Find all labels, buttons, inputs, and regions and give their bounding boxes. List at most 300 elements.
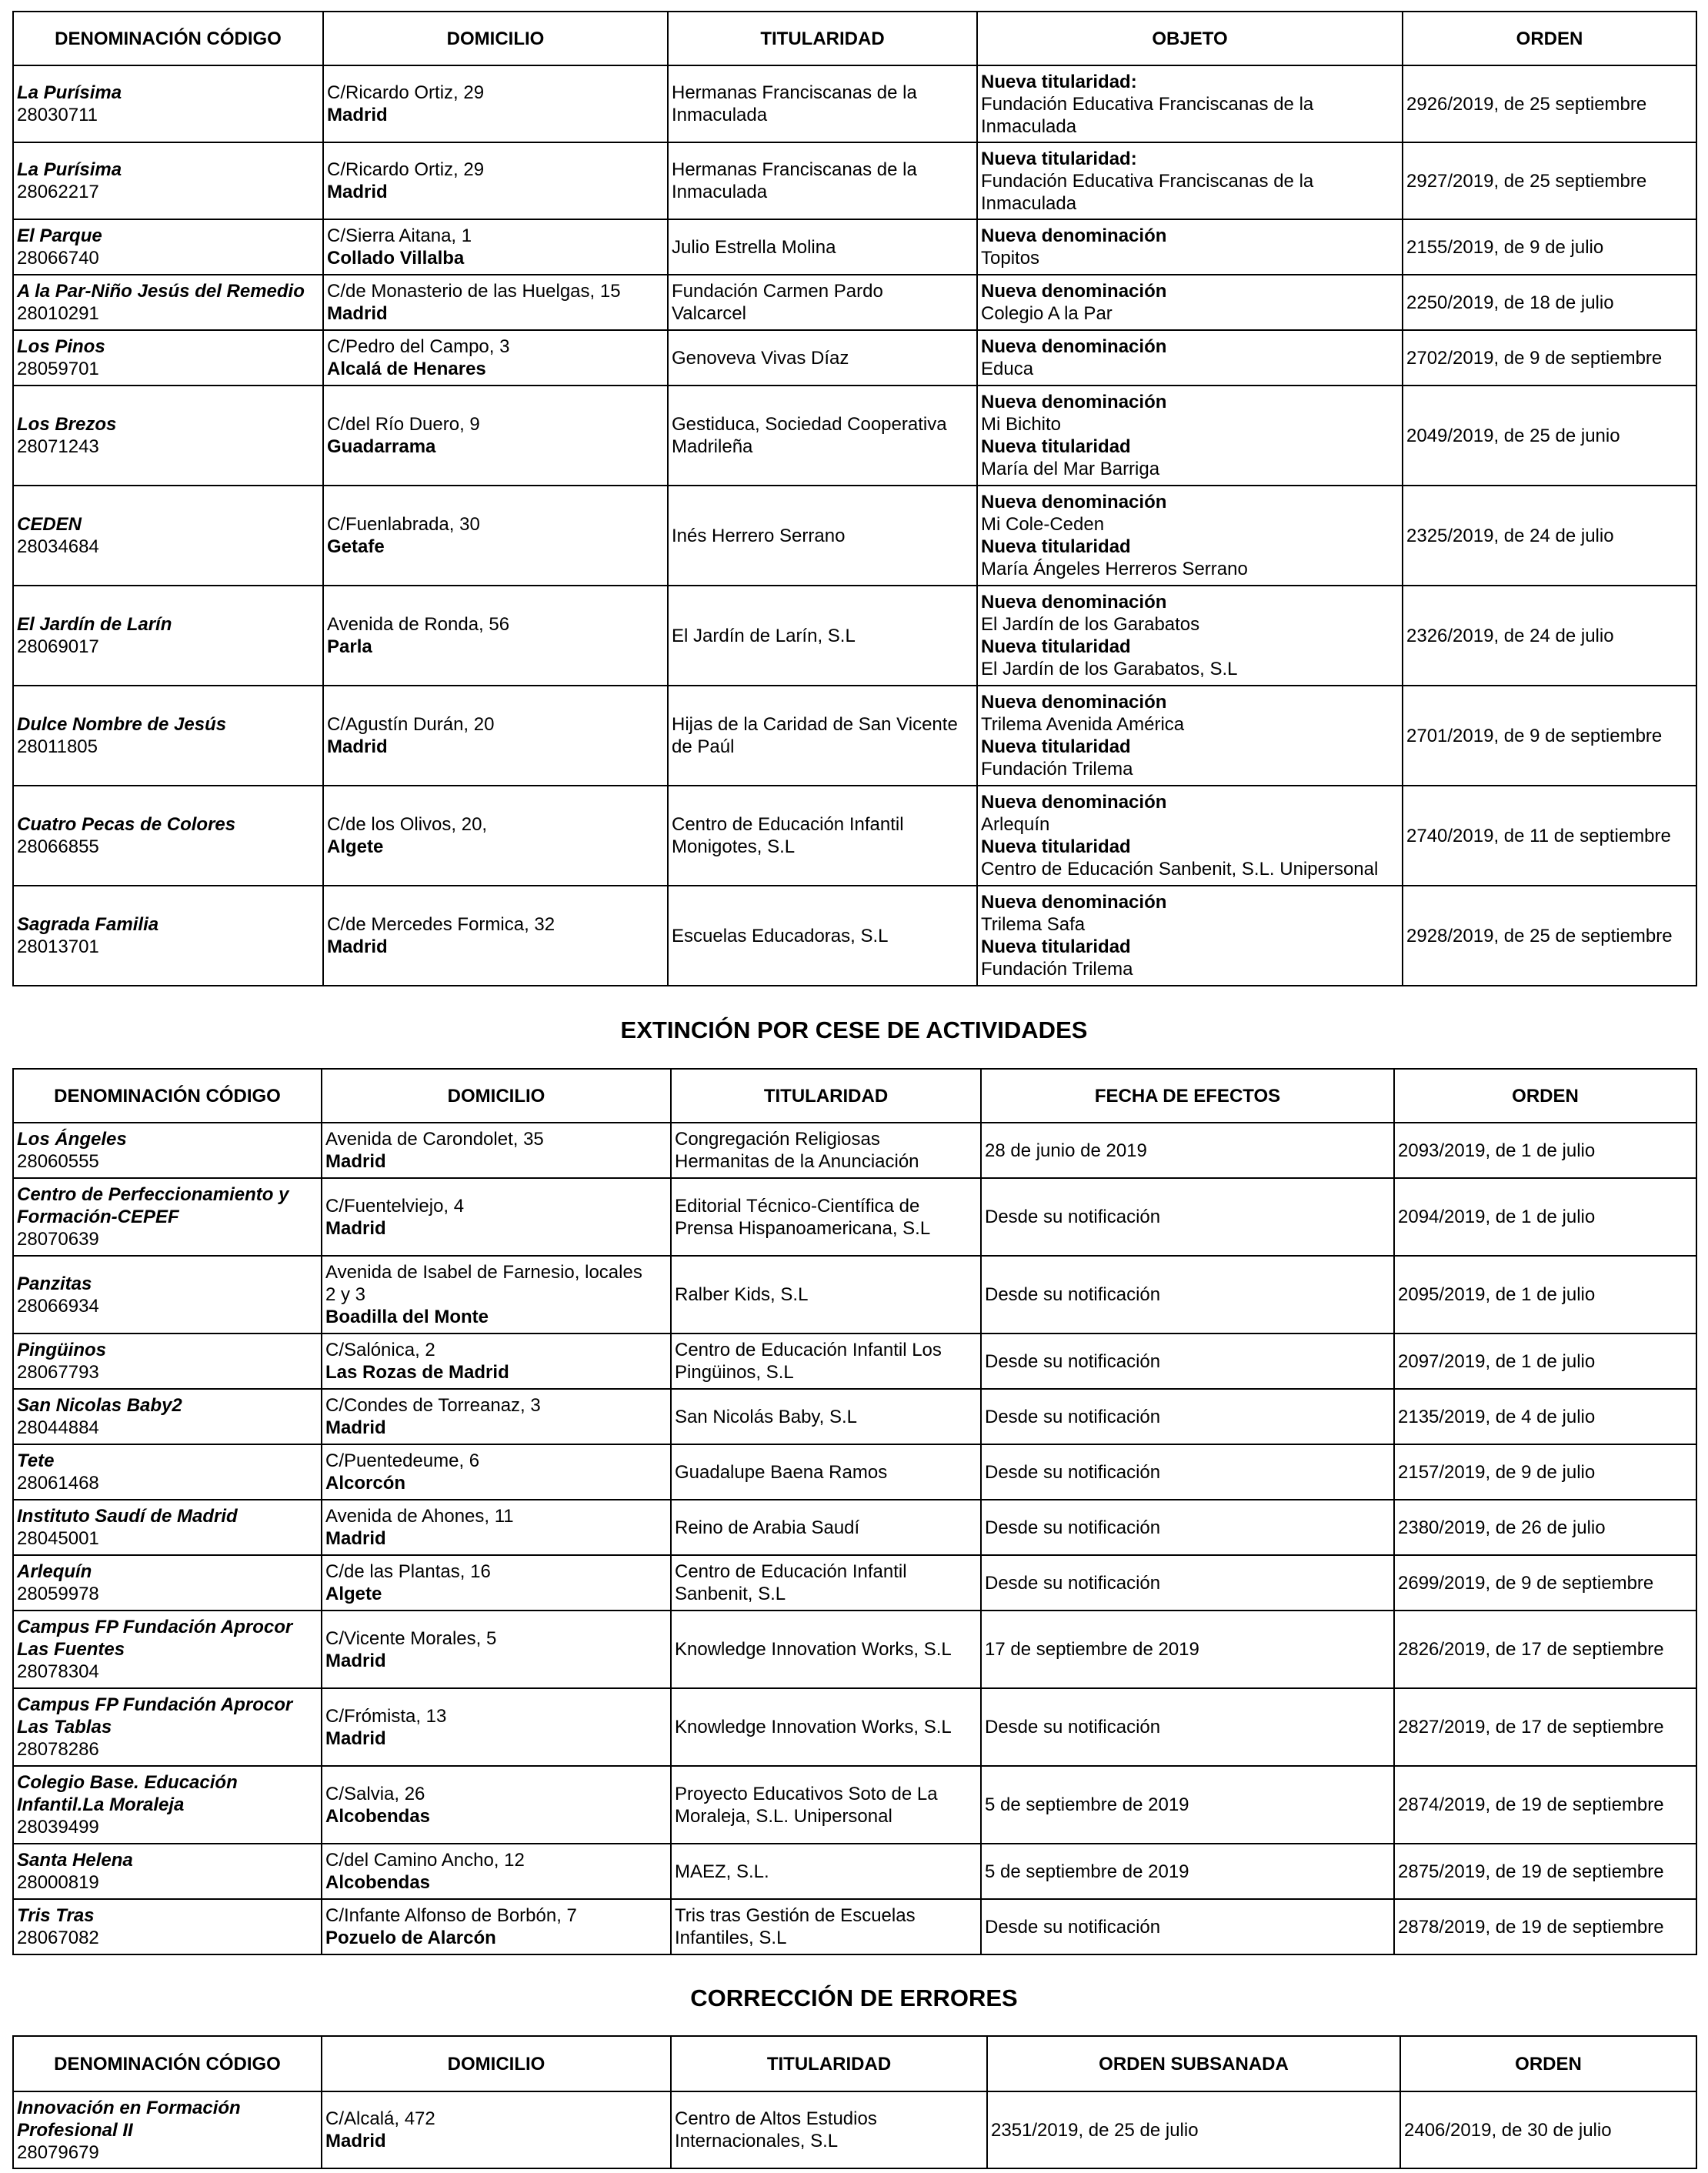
owner-line: Moraleja, S.L. Unipersonal xyxy=(675,1805,892,1827)
object-cell xyxy=(977,386,1403,486)
object-line: María del Mar Barriga xyxy=(981,459,1160,479)
table-row xyxy=(13,1123,1696,1178)
address-cell xyxy=(323,275,668,330)
owner-cell xyxy=(671,1500,981,1555)
owner-cell xyxy=(671,1766,981,1844)
center-code: 28067793 xyxy=(17,1362,99,1383)
owner-line: Guadalupe Baena Ramos xyxy=(675,1461,888,1483)
owner-line: Julio Estrella Molina xyxy=(672,236,836,258)
name-code-cell xyxy=(13,1611,322,1688)
city: Madrid xyxy=(327,303,388,324)
name-code-cell xyxy=(13,586,323,686)
name-code-cell xyxy=(13,1688,322,1766)
owner-cell xyxy=(671,1256,981,1334)
street: C/de Mercedes Formica, 32 xyxy=(327,914,555,935)
owner-line: Proyecto Educativos Soto de La xyxy=(675,1783,938,1804)
object-line: Nueva denominación xyxy=(981,792,1167,813)
object-line: Fundación Educativa Franciscanas de la xyxy=(981,170,1314,192)
order-cell: 2250/2019, de 18 de julio xyxy=(1403,275,1696,330)
owner-line: El Jardín de Larín, S.L xyxy=(672,625,856,646)
city: Alcalá de Henares xyxy=(327,359,486,379)
owner-line: Reino de Arabia Saudí xyxy=(675,1517,860,1538)
effective-date-cell: Desde su notificación xyxy=(981,1688,1394,1766)
center-name: Arlequín xyxy=(17,1561,92,1582)
object-line: Nueva titularidad xyxy=(981,836,1131,857)
name-code-cell xyxy=(13,1500,322,1555)
object-line: Nueva denominación xyxy=(981,692,1167,713)
address-cell xyxy=(322,1766,671,1844)
owner-cell xyxy=(668,886,977,986)
owner-cell xyxy=(671,1444,981,1500)
order-cell: 2874/2019, de 19 de septiembre xyxy=(1394,1766,1696,1844)
table-row xyxy=(13,1178,1696,1256)
street: Avenida de Isabel de Farnesio, locales xyxy=(325,1262,642,1283)
center-name: Cuatro Pecas de Colores xyxy=(17,814,236,835)
name-code-cell xyxy=(13,886,323,986)
object-line: Mi Bichito xyxy=(981,414,1062,435)
center-code: 28059978 xyxy=(17,1584,99,1604)
center-code: 28071243 xyxy=(17,436,99,457)
owner-cell xyxy=(671,1611,981,1688)
city: Madrid xyxy=(325,1151,386,1172)
owner-line: Internacionales, S.L xyxy=(675,2131,839,2151)
center-name: Las Tablas xyxy=(17,1717,112,1737)
owner-cell xyxy=(671,1899,981,1954)
effective-date-cell: Desde su notificación xyxy=(981,1899,1394,1954)
center-code: 28030711 xyxy=(17,105,98,125)
name-code-cell xyxy=(13,330,323,386)
center-name: Tete xyxy=(17,1450,55,1471)
order-cell: 2097/2019, de 1 de julio xyxy=(1394,1334,1696,1389)
object-line: Nueva titularidad: xyxy=(981,148,1137,169)
order-cell: 2093/2019, de 1 de julio xyxy=(1394,1123,1696,1178)
table-row xyxy=(13,1500,1696,1555)
table-header-row xyxy=(13,1069,1696,1123)
table-header-row xyxy=(13,12,1696,65)
object-line: Fundación Trilema xyxy=(981,759,1133,779)
center-name: La Purísima xyxy=(17,82,122,103)
object-line: Mi Cole-Ceden xyxy=(981,514,1105,535)
order-cell: 2826/2019, de 17 de septiembre xyxy=(1394,1611,1696,1688)
street: C/Fuentelviejo, 4 xyxy=(325,1195,465,1217)
header-cell: DOMICILIO xyxy=(322,2036,671,2091)
center-code: 28013701 xyxy=(17,936,99,957)
city: Madrid xyxy=(325,1217,386,1239)
name-code-cell xyxy=(13,1444,322,1500)
table-row xyxy=(13,65,1696,142)
city: Algete xyxy=(327,836,384,857)
order-cell: 2380/2019, de 26 de julio xyxy=(1394,1500,1696,1555)
owner-line: Inmaculada xyxy=(672,105,768,125)
object-line: Inmaculada xyxy=(981,115,1077,137)
table-row xyxy=(13,1256,1696,1334)
address-cell xyxy=(323,686,668,786)
table-row xyxy=(13,1688,1696,1766)
table-row xyxy=(13,386,1696,486)
header-cell: ORDEN xyxy=(1394,1069,1696,1123)
owner-line: Fundación Carmen Pardo xyxy=(672,281,883,302)
order-cell: 2325/2019, de 24 de julio xyxy=(1403,486,1696,586)
city: Las Rozas de Madrid xyxy=(325,1362,509,1383)
owner-line: Hijas de la Caridad de San Vicente xyxy=(672,714,958,735)
object-line: Centro de Educación Sanbenit, S.L. Unipersonal xyxy=(981,859,1379,880)
city: Madrid xyxy=(327,182,388,202)
street: C/Sierra Aitana, 1 xyxy=(327,225,472,246)
street: C/Vicente Morales, 5 xyxy=(325,1627,497,1649)
order-cell: 2927/2019, de 25 septiembre xyxy=(1403,142,1696,219)
owner-line: Knowledge Innovation Works, S.L xyxy=(675,1639,952,1660)
header-cell: DOMICILIO xyxy=(322,1069,671,1123)
table-row xyxy=(13,1555,1696,1611)
owner-cell xyxy=(671,2091,987,2168)
name-code-cell xyxy=(13,1389,322,1444)
center-name: Campus FP Fundación Aprocor xyxy=(17,1694,293,1715)
name-code-cell xyxy=(13,1766,322,1844)
city: Getafe xyxy=(327,536,385,557)
effective-date-cell: Desde su notificación xyxy=(981,1178,1394,1256)
center-code: 28011805 xyxy=(17,736,98,757)
owner-cell xyxy=(671,1334,981,1389)
city: Madrid xyxy=(327,936,388,957)
center-code: 28066740 xyxy=(17,248,99,269)
owner-line: Knowledge Innovation Works, S.L xyxy=(675,1717,952,1737)
owner-line: Hermanas Franciscanas de la xyxy=(672,159,917,180)
object-line: Colegio A la Par xyxy=(981,303,1113,324)
center-code: 28010291 xyxy=(17,303,99,324)
object-cell xyxy=(977,330,1403,386)
city: Boadilla del Monte xyxy=(325,1307,489,1327)
street: C/Ricardo Ortiz, 29 xyxy=(327,82,485,103)
table-header-row xyxy=(13,2036,1696,2091)
street: C/Ricardo Ortiz, 29 xyxy=(327,159,485,180)
order-cell: 2875/2019, de 19 de septiembre xyxy=(1394,1844,1696,1899)
street: 2 y 3 xyxy=(325,1284,366,1305)
table-row xyxy=(13,219,1696,275)
order-cell: 2406/2019, de 30 de julio xyxy=(1400,2091,1696,2168)
corrected-order-cell: 2351/2019, de 25 de julio xyxy=(987,2091,1400,2168)
city: Madrid xyxy=(325,2131,386,2151)
owner-line: Ralber Kids, S.L xyxy=(675,1284,809,1305)
address-cell xyxy=(322,1844,671,1899)
address-cell xyxy=(323,786,668,886)
center-name: A la Par-Niño Jesús del Remedio xyxy=(17,281,305,302)
address-cell xyxy=(323,65,668,142)
street: Avenida de Ronda, 56 xyxy=(327,614,510,635)
name-code-cell xyxy=(13,1256,322,1334)
object-line: Nueva denominación xyxy=(981,225,1167,246)
center-name: Infantil.La Moraleja xyxy=(17,1794,185,1815)
order-cell: 2827/2019, de 17 de septiembre xyxy=(1394,1688,1696,1766)
object-line: Fundación Trilema xyxy=(981,959,1133,980)
extinction-section-title: EXTINCIÓN POR CESE DE ACTIVIDADES xyxy=(620,1016,1088,1043)
owner-line: Monigotes, S.L xyxy=(672,836,796,857)
table-row xyxy=(13,686,1696,786)
owner-cell xyxy=(668,686,977,786)
order-cell: 2701/2019, de 9 de septiembre xyxy=(1403,686,1696,786)
city: Collado Villalba xyxy=(327,248,465,269)
owner-line: San Nicolás Baby, S.L xyxy=(675,1406,858,1427)
address-cell xyxy=(322,2091,671,2168)
owner-line: Hermanitas de la Anunciación xyxy=(675,1151,919,1172)
city: Parla xyxy=(327,636,372,657)
owner-line: Centro de Educación Infantil Los xyxy=(675,1340,942,1360)
order-cell: 2326/2019, de 24 de julio xyxy=(1403,586,1696,686)
table-row xyxy=(13,330,1696,386)
center-name: Colegio Base. Educación xyxy=(17,1772,238,1793)
street: C/del Río Duero, 9 xyxy=(327,414,480,435)
table-row xyxy=(13,586,1696,686)
owner-cell xyxy=(671,1123,981,1178)
center-code: 28044884 xyxy=(17,1417,99,1438)
order-cell: 2928/2019, de 25 de septiembre xyxy=(1403,886,1696,986)
corrections-section-title: CORRECCIÓN DE ERRORES xyxy=(690,1984,1018,2011)
street: C/Salvia, 26 xyxy=(325,1783,425,1804)
order-cell: 2095/2019, de 1 de julio xyxy=(1394,1256,1696,1334)
extinction-table xyxy=(12,1068,1697,1955)
address-cell xyxy=(323,142,668,219)
center-name: La Purísima xyxy=(17,159,122,180)
owner-line: Prensa Hispanoamericana, S.L xyxy=(675,1217,931,1239)
object-line: Nueva titularidad xyxy=(981,936,1131,957)
owner-line: Tris tras Gestión de Escuelas xyxy=(675,1905,916,1926)
street: C/Agustín Durán, 20 xyxy=(327,714,495,735)
street: C/del Camino Ancho, 12 xyxy=(325,1850,525,1871)
name-code-cell xyxy=(13,1555,322,1611)
address-cell xyxy=(322,1611,671,1688)
city: Pozuelo de Alarcón xyxy=(325,1928,496,1948)
city: Alcobendas xyxy=(325,1872,431,1893)
name-code-cell xyxy=(13,65,323,142)
owner-line: de Paúl xyxy=(672,736,735,757)
object-line: Nueva denominación xyxy=(981,336,1167,357)
object-line: Nueva denominación xyxy=(981,492,1167,512)
address-cell xyxy=(323,219,668,275)
table-row xyxy=(13,886,1696,986)
header-cell: TITULARIDAD xyxy=(671,2036,987,2091)
object-cell xyxy=(977,275,1403,330)
effective-date-cell: 5 de septiembre de 2019 xyxy=(981,1766,1394,1844)
center-name: Centro de Perfeccionamiento y xyxy=(17,1184,289,1205)
order-cell: 2702/2019, de 9 de septiembre xyxy=(1403,330,1696,386)
owner-line: Inmaculada xyxy=(672,182,768,202)
owner-line: Infantiles, S.L xyxy=(675,1928,787,1948)
address-cell xyxy=(322,1899,671,1954)
object-line: El Jardín de los Garabatos xyxy=(981,614,1200,635)
header-cell: DENOMINACIÓN CÓDIGO xyxy=(13,1069,322,1123)
header-cell: TITULARIDAD xyxy=(671,1069,981,1123)
order-cell: 2699/2019, de 9 de septiembre xyxy=(1394,1555,1696,1611)
owner-cell xyxy=(668,586,977,686)
center-name: Dulce Nombre de Jesús xyxy=(17,714,227,735)
center-code: 28069017 xyxy=(17,636,99,657)
header-cell: DENOMINACIÓN CÓDIGO xyxy=(13,12,323,65)
name-code-cell xyxy=(13,386,323,486)
owner-line: Editorial Técnico-Científica de xyxy=(675,1195,920,1217)
center-code: 28061468 xyxy=(17,1473,99,1494)
object-line: Nueva titularidad xyxy=(981,436,1131,457)
owner-cell xyxy=(671,1178,981,1256)
center-code: 28079679 xyxy=(17,2141,99,2163)
object-line: Inmaculada xyxy=(981,192,1077,214)
owner-line: Valcarcel xyxy=(672,303,746,324)
street: C/Pedro del Campo, 3 xyxy=(327,336,510,357)
owner-line: Inés Herrero Serrano xyxy=(672,525,846,546)
owner-line: Madrileña xyxy=(672,436,753,457)
owner-line: Congregación Religiosas xyxy=(675,1129,880,1150)
object-line: Nueva titularidad xyxy=(981,536,1131,557)
object-line: Arlequín xyxy=(981,814,1050,835)
object-line: Nueva titularidad xyxy=(981,636,1131,657)
owner-cell xyxy=(668,330,977,386)
order-cell: 2740/2019, de 11 de septiembre xyxy=(1403,786,1696,886)
center-code: 28078286 xyxy=(17,1739,99,1760)
order-cell: 2155/2019, de 9 de julio xyxy=(1403,219,1696,275)
address-cell xyxy=(322,1555,671,1611)
center-name: Tris Tras xyxy=(17,1905,95,1926)
city: Madrid xyxy=(327,105,388,125)
center-name: Campus FP Fundación Aprocor xyxy=(17,1617,293,1637)
object-line: Nueva titularidad xyxy=(981,736,1131,757)
owner-cell xyxy=(668,65,977,142)
owner-cell xyxy=(668,219,977,275)
object-line: María Ángeles Herreros Serrano xyxy=(981,559,1248,579)
center-name: Instituto Saudí de Madrid xyxy=(17,1506,238,1527)
owner-line: Hermanas Franciscanas de la xyxy=(672,82,917,103)
order-cell: 2926/2019, de 25 septiembre xyxy=(1403,65,1696,142)
owner-line: Centro de Educación Infantil xyxy=(672,814,904,835)
owner-cell xyxy=(671,1555,981,1611)
effective-date-cell: Desde su notificación xyxy=(981,1500,1394,1555)
object-cell xyxy=(977,586,1403,686)
owner-cell xyxy=(668,386,977,486)
corrections-table xyxy=(12,2035,1697,2169)
name-code-cell xyxy=(13,1178,322,1256)
name-code-cell xyxy=(13,486,323,586)
address-cell xyxy=(323,330,668,386)
owner-line: Pingüinos, S.L xyxy=(675,1362,794,1383)
object-line: Fundación Educativa Franciscanas de la xyxy=(981,93,1314,115)
owner-cell xyxy=(668,275,977,330)
table-row xyxy=(13,1766,1696,1844)
object-line: Trilema Safa xyxy=(981,914,1086,935)
address-cell xyxy=(322,1389,671,1444)
street: C/de Monasterio de las Huelgas, 15 xyxy=(327,281,621,302)
order-cell: 2157/2019, de 9 de julio xyxy=(1394,1444,1696,1500)
table-row xyxy=(13,2091,1696,2168)
effective-date-cell: 28 de junio de 2019 xyxy=(981,1123,1394,1178)
center-code: 28039499 xyxy=(17,1817,99,1838)
address-cell xyxy=(322,1256,671,1334)
center-name: El Jardín de Larín xyxy=(17,614,172,635)
owner-cell xyxy=(671,1688,981,1766)
effective-date-cell: Desde su notificación xyxy=(981,1555,1394,1611)
center-name: Profesional II xyxy=(17,2119,133,2141)
effective-date-cell: Desde su notificación xyxy=(981,1334,1394,1389)
object-cell xyxy=(977,486,1403,586)
table-row xyxy=(13,1389,1696,1444)
address-cell xyxy=(322,1334,671,1389)
owner-line: Genoveva Vivas Díaz xyxy=(672,347,849,369)
object-cell xyxy=(977,686,1403,786)
object-cell xyxy=(977,786,1403,886)
object-line: Trilema Avenida América xyxy=(981,714,1185,735)
name-code-cell xyxy=(13,2091,322,2168)
modifications-table xyxy=(12,11,1697,986)
table-row xyxy=(13,1334,1696,1389)
name-code-cell xyxy=(13,219,323,275)
street: C/Condes de Torreanaz, 3 xyxy=(325,1395,541,1416)
object-line: Topitos xyxy=(981,248,1040,269)
header-cell: DOMICILIO xyxy=(323,12,668,65)
object-line: Nueva denominación xyxy=(981,592,1167,613)
center-name: CEDEN xyxy=(17,514,82,535)
effective-date-cell: Desde su notificación xyxy=(981,1389,1394,1444)
center-code: 28059701 xyxy=(17,359,99,379)
center-code: 28066855 xyxy=(17,836,99,857)
center-code: 28066934 xyxy=(17,1295,99,1317)
center-code: 28070639 xyxy=(17,1229,99,1250)
table-row xyxy=(13,275,1696,330)
object-cell xyxy=(977,219,1403,275)
street: C/de los Olivos, 20, xyxy=(327,814,488,835)
name-code-cell xyxy=(13,1334,322,1389)
object-line: Nueva denominación xyxy=(981,892,1167,913)
object-line: Nueva denominación xyxy=(981,392,1167,412)
effective-date-cell: Desde su notificación xyxy=(981,1256,1394,1334)
owner-cell xyxy=(668,786,977,886)
name-code-cell xyxy=(13,1844,322,1899)
center-code: 28034684 xyxy=(17,536,99,557)
owner-line: Escuelas Educadoras, S.L xyxy=(672,925,889,946)
street: C/Salónica, 2 xyxy=(325,1340,435,1360)
object-cell xyxy=(977,886,1403,986)
city: Madrid xyxy=(325,1528,386,1549)
effective-date-cell: Desde su notificación xyxy=(981,1444,1394,1500)
center-name: Sagrada Familia xyxy=(17,914,159,935)
center-name: Los Ángeles xyxy=(17,1129,127,1150)
object-line: Nueva denominación xyxy=(981,281,1167,302)
name-code-cell xyxy=(13,1899,322,1954)
name-code-cell xyxy=(13,786,323,886)
center-name: Los Pinos xyxy=(17,336,105,357)
order-cell: 2878/2019, de 19 de septiembre xyxy=(1394,1899,1696,1954)
street: C/Infante Alfonso de Borbón, 7 xyxy=(325,1905,577,1926)
city: Algete xyxy=(325,1584,382,1604)
owner-cell xyxy=(668,486,977,586)
header-cell: DENOMINACIÓN CÓDIGO xyxy=(13,2036,322,2091)
table-row xyxy=(13,142,1696,219)
name-code-cell xyxy=(13,1123,322,1178)
object-line: Nueva titularidad: xyxy=(981,71,1137,92)
address-cell xyxy=(323,886,668,986)
address-cell xyxy=(323,586,668,686)
address-cell xyxy=(323,486,668,586)
city: Alcorcón xyxy=(325,1473,406,1494)
address-cell xyxy=(323,386,668,486)
header-cell: ORDEN SUBSANADA xyxy=(987,2036,1400,2091)
city: Alcobendas xyxy=(325,1805,431,1827)
center-code: 28067082 xyxy=(17,1928,99,1948)
table-row xyxy=(13,486,1696,586)
center-name: Santa Helena xyxy=(17,1850,133,1871)
address-cell xyxy=(322,1444,671,1500)
street: Avenida de Carondolet, 35 xyxy=(325,1129,544,1150)
city: Madrid xyxy=(325,1417,386,1438)
table-row xyxy=(13,1611,1696,1688)
center-name: Los Brezos xyxy=(17,414,117,435)
name-code-cell xyxy=(13,275,323,330)
owner-line: Sanbenit, S.L xyxy=(675,1584,786,1604)
